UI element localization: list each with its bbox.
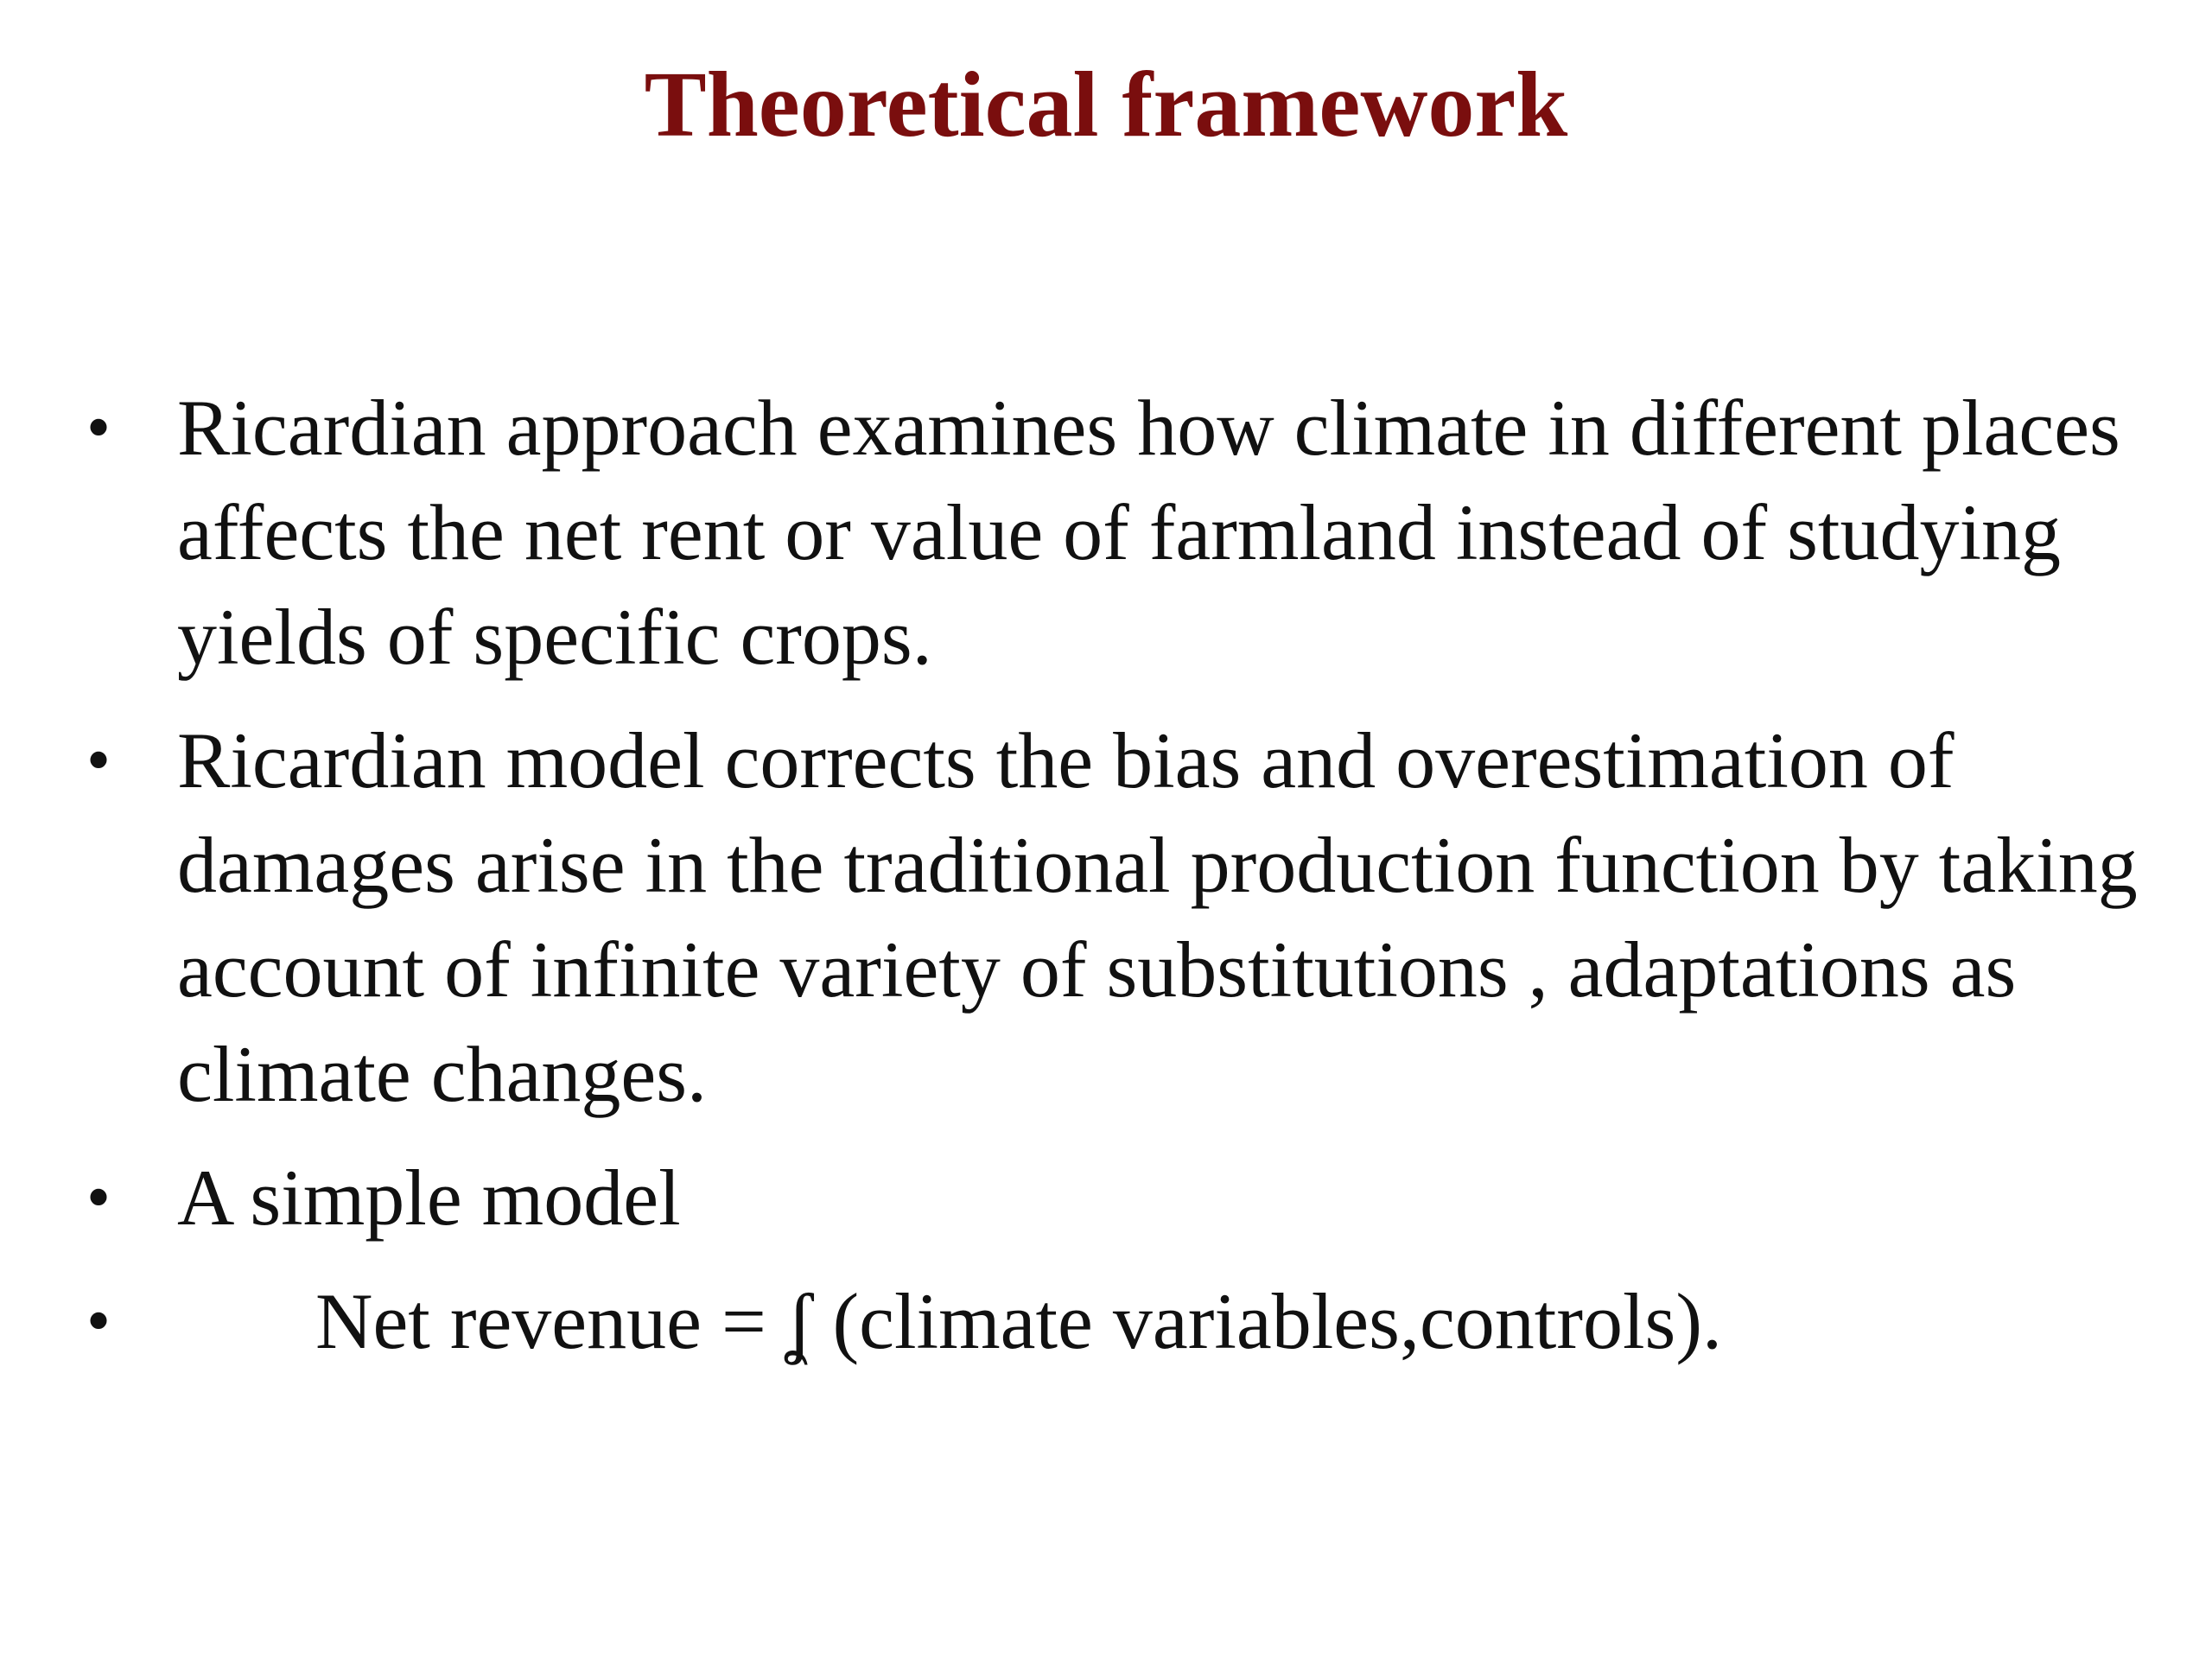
bullet-marker: • bbox=[86, 1283, 111, 1359]
bullet-text: A simple model bbox=[177, 1154, 681, 1242]
bullet-text: Ricardian model corrects the bias and overestimation of damages arise in the traditional production function by taking account of infinite variety of substitutions , adaptations as climate changes. bbox=[177, 716, 2138, 1118]
bullet-item-simple-model bbox=[86, 1146, 2160, 1250]
bullet-item-ricardian-model bbox=[86, 709, 2160, 1127]
bullet-text: Ricardian approach examines how climate in different places affects the net rent or value of farmland instead of studying yields of specific crops. bbox=[177, 384, 2120, 681]
bullet-item-ricardian-approach bbox=[86, 376, 2160, 690]
bullet-item-net-revenue-equation bbox=[86, 1269, 2160, 1374]
bullet-marker: • bbox=[86, 722, 111, 798]
bullet-list bbox=[86, 376, 2160, 1374]
net-revenue-equation: Net revenue = ʆ (climate variables,controls). bbox=[315, 1277, 1722, 1365]
bullet-marker: • bbox=[86, 390, 111, 466]
bullet-marker: • bbox=[86, 1160, 111, 1236]
slide-title: Theoretical framework bbox=[644, 54, 1568, 156]
